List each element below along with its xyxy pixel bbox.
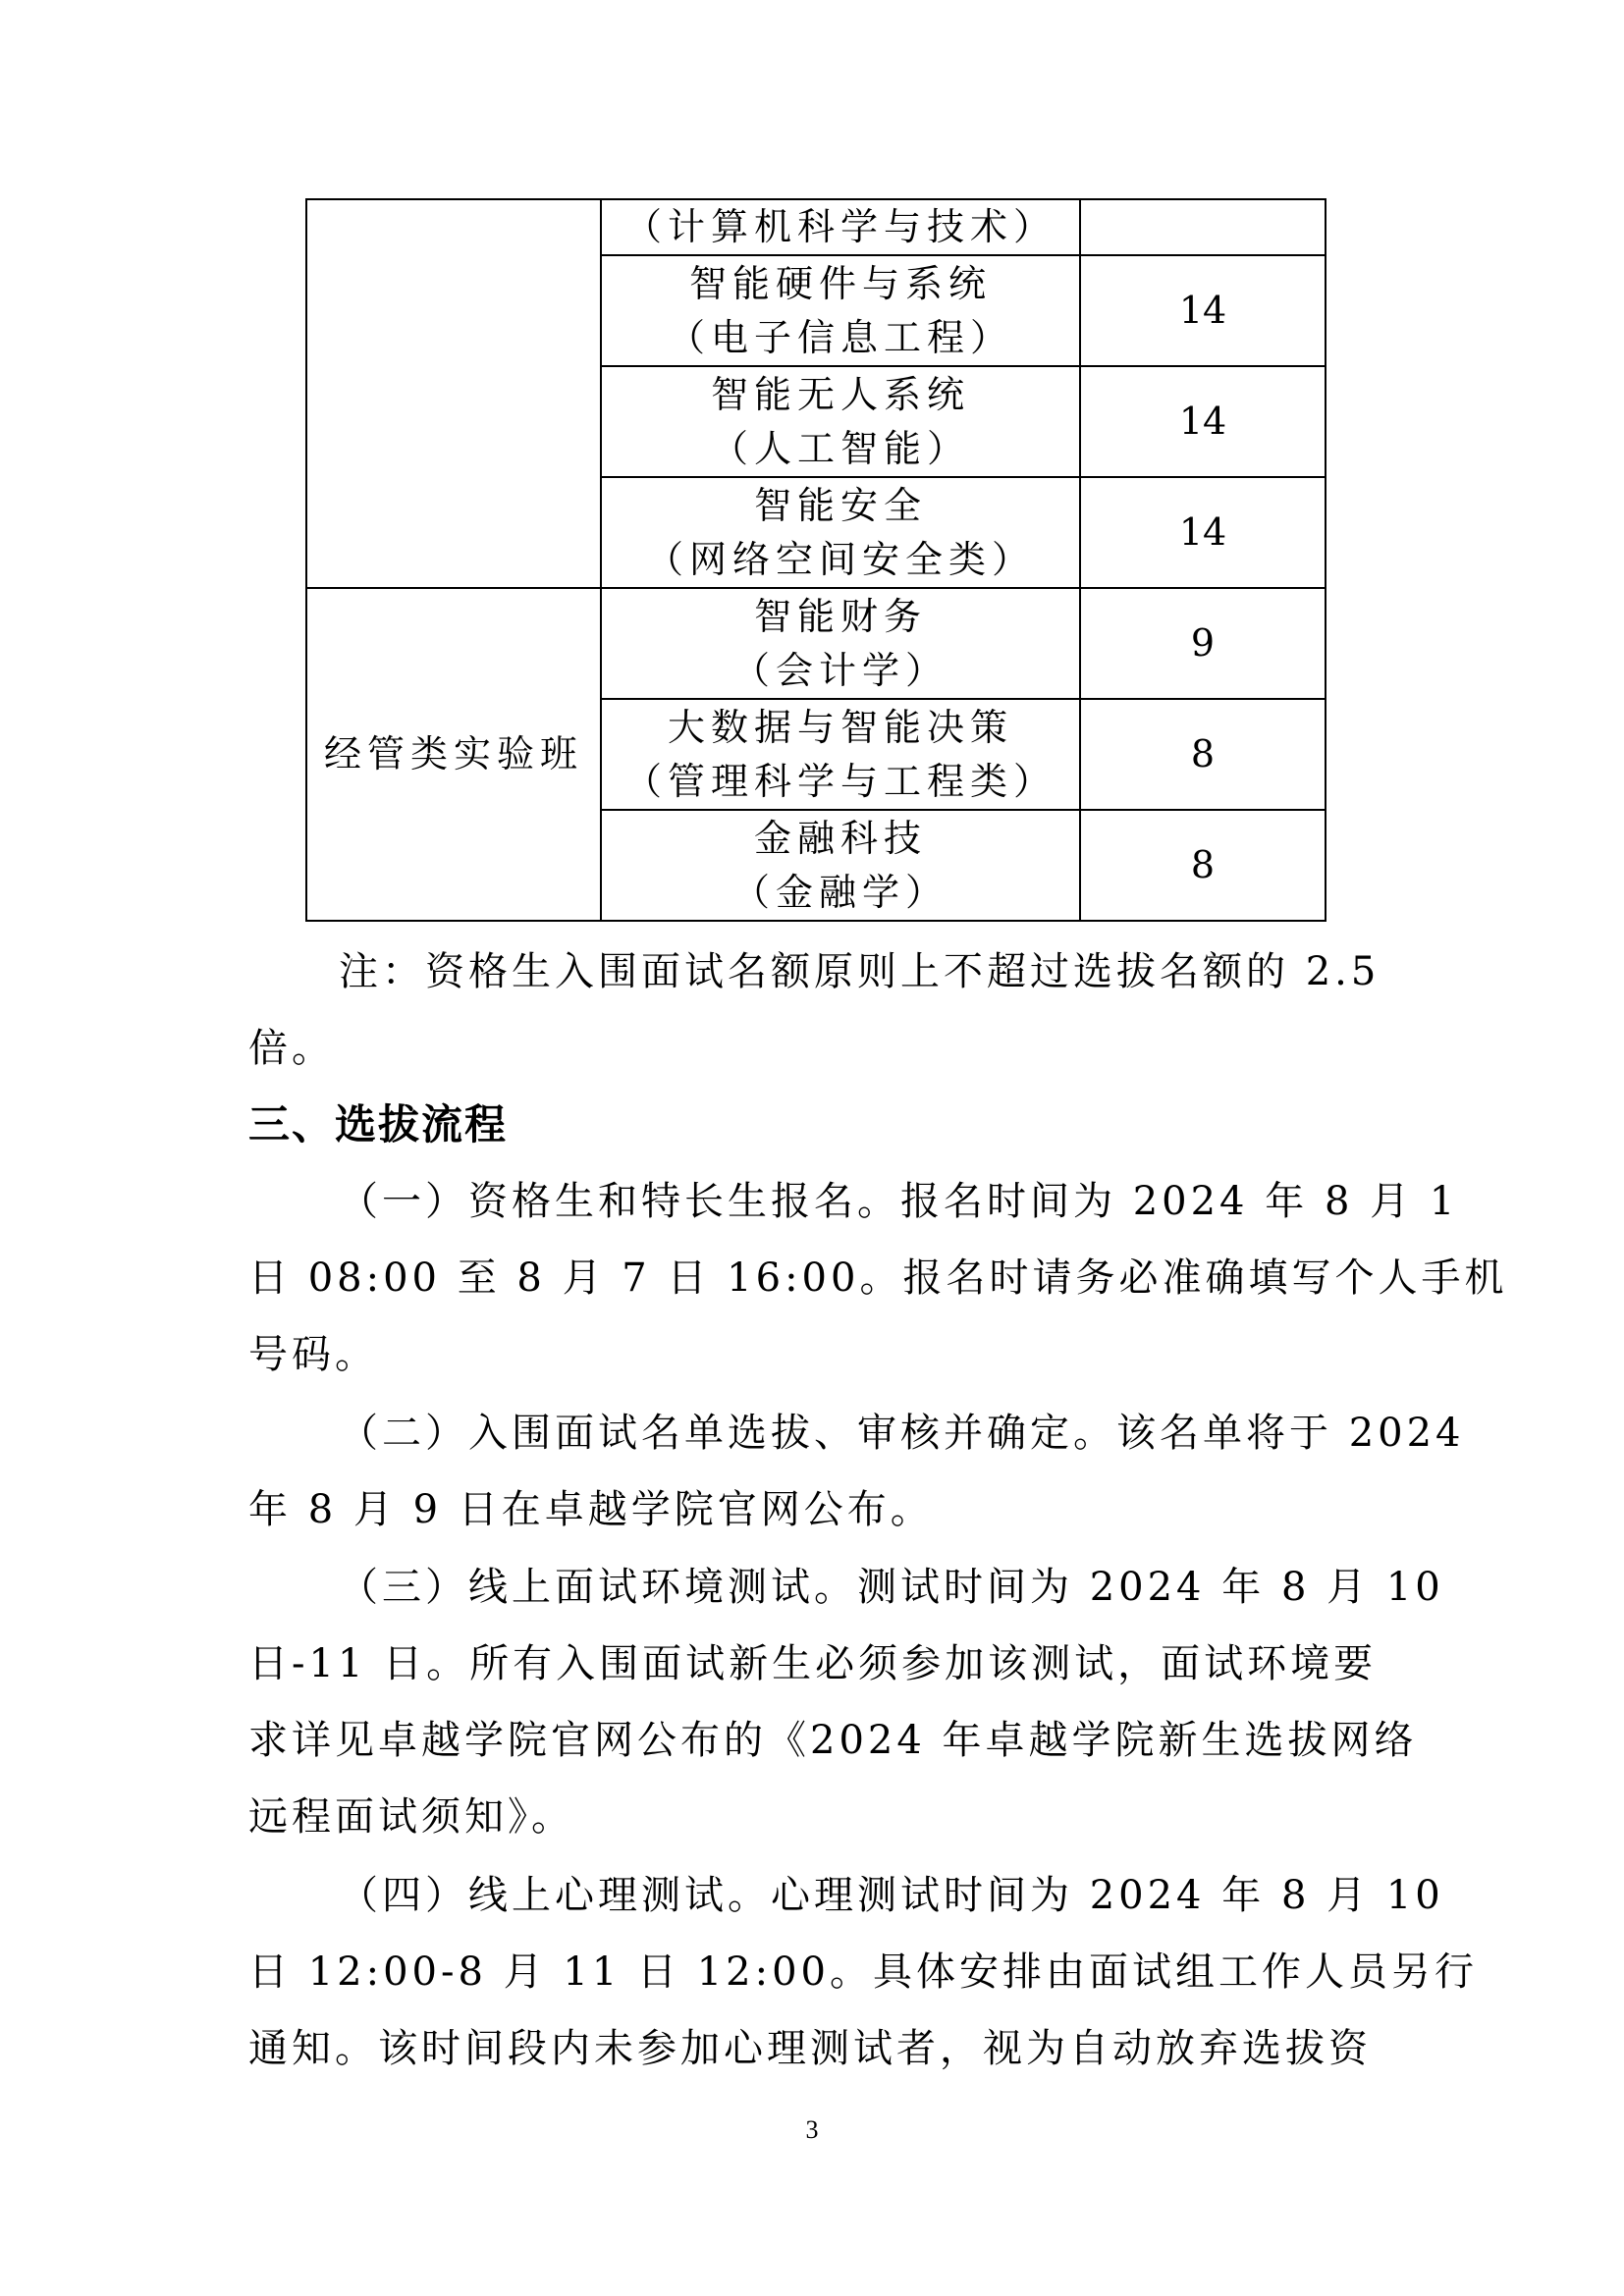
major-degree: （管理科学与工程类） [623,759,1056,803]
major-degree: （人工智能） [710,426,970,470]
paragraph-line: （四）线上心理测试。心理测试时间为 2024 年 8 月 10 [339,1873,1444,1918]
paragraph-line: 求详见卓越学院官网公布的《2024 年卓越学院新生选拔网络 [248,1718,1418,1763]
paragraph-line: 日-11 日。所有入围面试新生必须参加该测试，面试环境要 [248,1641,1378,1686]
major-name: 金融科技 [753,816,927,860]
paragraph-line: 日 12:00-8 月 11 日 12:00。具体安排由面试组工作人员另行 [248,1949,1478,1995]
paragraph-line: 通知。该时间段内未参加心理测试者，视为自动放弃选拔资 [248,2026,1372,2071]
table-row [306,588,1326,699]
paragraph-line: 远程面试须知》。 [248,1794,574,1840]
major-cell [601,255,1080,366]
major-degree: （电子信息工程） [667,315,1013,359]
major-cell [601,477,1080,588]
major-cell [601,810,1080,921]
section-heading: 三、选拔流程 [248,1100,509,1148]
major-name: 大数据与智能决策 [667,705,1013,749]
paragraph-line: 年 8 月 9 日在卓越学院官网公布。 [248,1487,934,1532]
count-cell: 14 [1080,477,1326,588]
paragraph-line: （一）资格生和特长生报名。报名时间为 2024 年 8 月 1 [339,1179,1459,1224]
paragraph-line: （三）线上面试环境测试。测试时间为 2024 年 8 月 10 [339,1565,1444,1610]
major-name: （计算机科学与技术） [623,205,1056,248]
major-degree: （金融学） [731,870,948,914]
major-name: 智能无人系统 [710,372,970,416]
count-cell: 14 [1080,366,1326,477]
note-line: 倍。 [248,1026,335,1071]
count-cell: 8 [1080,699,1326,810]
major-cell [601,699,1080,810]
major-degree: （网络空间安全类） [645,537,1035,581]
major-name: 智能财务 [753,594,927,638]
major-cell [601,199,1080,255]
quota-table [305,198,1326,922]
count-cell [1080,199,1326,255]
major-cell [601,588,1080,699]
count-cell: 9 [1080,588,1326,699]
paragraph-line: （二）入围面试名单选拔、审核并确定。该名单将于 2024 [339,1411,1465,1456]
page-number: 3 [805,2115,819,2144]
major-degree: （会计学） [731,648,948,692]
category-cell-empty [306,199,601,588]
table-row [306,199,1326,255]
count-cell: 14 [1080,255,1326,366]
count-cell: 8 [1080,810,1326,921]
major-name: 智能安全 [753,483,927,527]
paragraph-line: 日 08:00 至 8 月 7 日 16:00。报名时请务必准确填写个人手机 [248,1255,1508,1301]
note-line: 注：资格生入围面试名额原则上不超过选拔名额的 2.5 [339,949,1380,994]
paragraph-line: 号码。 [248,1332,378,1377]
major-cell [601,366,1080,477]
category-cell: 经管类实验班 [306,588,601,921]
major-name: 智能硬件与系统 [688,261,992,305]
